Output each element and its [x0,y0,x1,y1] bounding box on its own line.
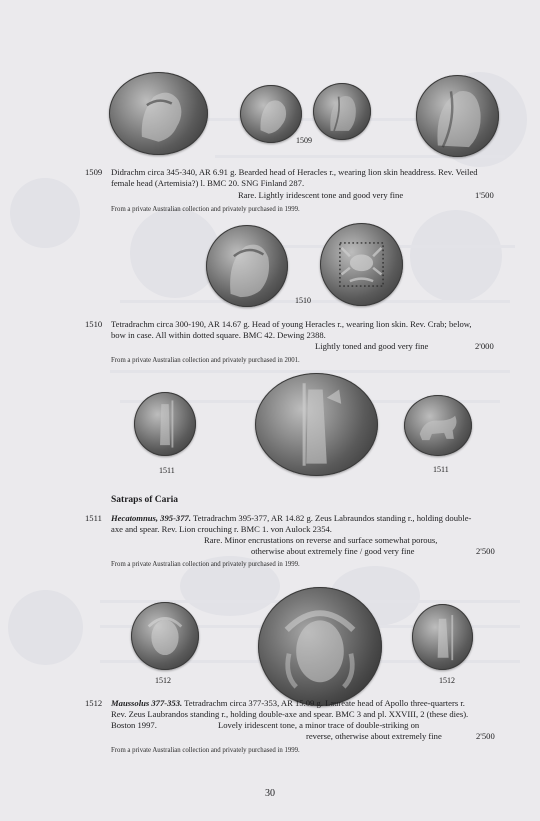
lot-1509-provenance: From a private Australian collection and privately purchased in 1999. [111,206,300,213]
lot-1509-grade: Rare. Lightly iridescent tone and good very fine [238,190,404,200]
lot-number-1512: 1512 [85,698,103,708]
lot-1511-estimate: 2'500 [476,546,495,556]
heracles-head-icon [240,85,302,143]
lot-1512-line1-text: Tetradrachm circa 377-353, AR 15.09 g. Laureate head of Apollo three-quarters r. [182,698,465,708]
lot-1510-line2: bow in case. All within dotted square. BMC 42. Dewing 2388. [111,330,326,340]
lot-1511-ruler: Hecatomnus, 395-377. [111,513,191,523]
lot-description-1511 [111,513,503,535]
zeus-standing-icon [412,604,473,670]
show-through-coin [10,178,80,248]
lot-description-1510 [111,319,503,341]
plate-label-1510: 1510 [295,296,311,305]
coin-1512-tetradrachm-obverse [131,602,199,670]
section-title: Satraps of Caria [111,495,179,505]
coin-1511-tetradrachm-reverse [404,395,472,456]
heracles-head-icon [109,72,208,155]
veiled-female-head-icon [416,75,499,157]
apollo-head-icon [131,602,199,670]
lot-1509-line2: female head (Artemisia?) l. BMC 20. SNG Finland 287. [111,178,305,188]
lot-1512-estimate: 2'500 [476,731,495,741]
lot-1511-provenance: From a private Australian collection and privately purchased in 1999. [111,561,300,568]
coin-1509-didrachm-reverse-enlarged [416,75,499,157]
show-through-coin [8,590,83,665]
lion-crouching-icon [404,395,472,456]
lot-number-1510: 1510 [85,319,103,329]
plate-label-1509: 1509 [296,136,312,145]
show-through-coin [410,210,502,302]
lot-1512-line2b: Boston 1997. [111,720,157,730]
lot-1510-estimate: 2'000 [475,341,494,351]
lot-1509-estimate: 1'500 [475,190,494,200]
page-number: 30 [265,788,275,799]
lot-description-1509 [111,167,503,189]
show-through-line [120,300,510,303]
coin-1510-tetradrachm-obverse [206,225,288,307]
crab-icon [320,223,403,306]
zeus-standing-icon [134,392,196,456]
coin-1512-tetradrachm-obverse-enlarged [258,587,382,706]
plate-label-1511-right: 1511 [433,465,449,474]
coin-1511-tetradrachm-obverse-enlarged [255,373,378,476]
lot-1510-provenance: From a private Australian collection and privately purchased in 2001. [111,357,300,364]
coin-1512-tetradrachm-reverse [412,604,473,670]
lot-1512-grade-line2: reverse, otherwise about extremely fine [306,731,442,741]
coin-1509-didrachm-obverse [109,72,208,155]
veiled-female-head-icon [313,83,371,140]
lot-number-1509: 1509 [85,167,103,177]
coin-1510-tetradrachm-reverse [320,223,403,306]
lot-1512-grade-line1: Lovely iridescent tone, a minor trace of double-striking on [218,720,420,730]
lot-1511-line1-text: Tetradrachm 395-377, AR 14.82 g. Zeus Labraundos standing r., holding double- [190,513,472,523]
lot-1512-ruler: Maussolus 377-353. [111,698,183,708]
young-heracles-head-icon [206,225,288,307]
lot-1511-grade-line2: otherwise about extremely fine / good very fine [251,546,415,556]
plate-label-1512-left: 1512 [155,676,171,685]
plate-label-1511-left: 1511 [159,466,175,475]
coin-1511-tetradrachm-obverse [134,392,196,456]
coin-1509-didrachm-obverse-small [240,85,302,143]
lot-1512-line2: Rev. Zeus Laubrandos standing r., holding double-axe and spear. BMC 3 and pl. XXVIII, 2 (these dies). [111,709,469,719]
lot-description-1512 [111,698,503,720]
lot-1512-provenance: From a private Australian collection and privately purchased in 1999. [111,747,300,754]
lot-1511-grade-line1: Rare. Minor encrustations on reverse and surface somewhat porous, [204,535,438,545]
lot-1510-line1: Tetradrachm circa 300-190, AR 14.67 g. Head of young Heracles r., wearing lion skin. Rev. Crab; below, [111,319,472,329]
lot-1511-line1 [111,513,503,524]
lot-1511-line2: axe and spear. Rev. Lion crouching r. BMC 1. von Aulock 2354. [111,524,332,534]
lot-1510-grade: Lightly toned and good very fine [315,341,429,351]
lot-1509-line1: Didrachm circa 345-340, AR 6.91 g. Bearded head of Heracles r., wearing lion skin headdress. Rev. Veiled [111,167,478,177]
lot-number-1511: 1511 [85,513,102,523]
coin-1509-didrachm-reverse [313,83,371,140]
lot-1512-line1 [111,698,503,709]
zeus-standing-icon [255,373,378,476]
plate-label-1512-right: 1512 [439,676,455,685]
apollo-head-icon [258,587,382,706]
